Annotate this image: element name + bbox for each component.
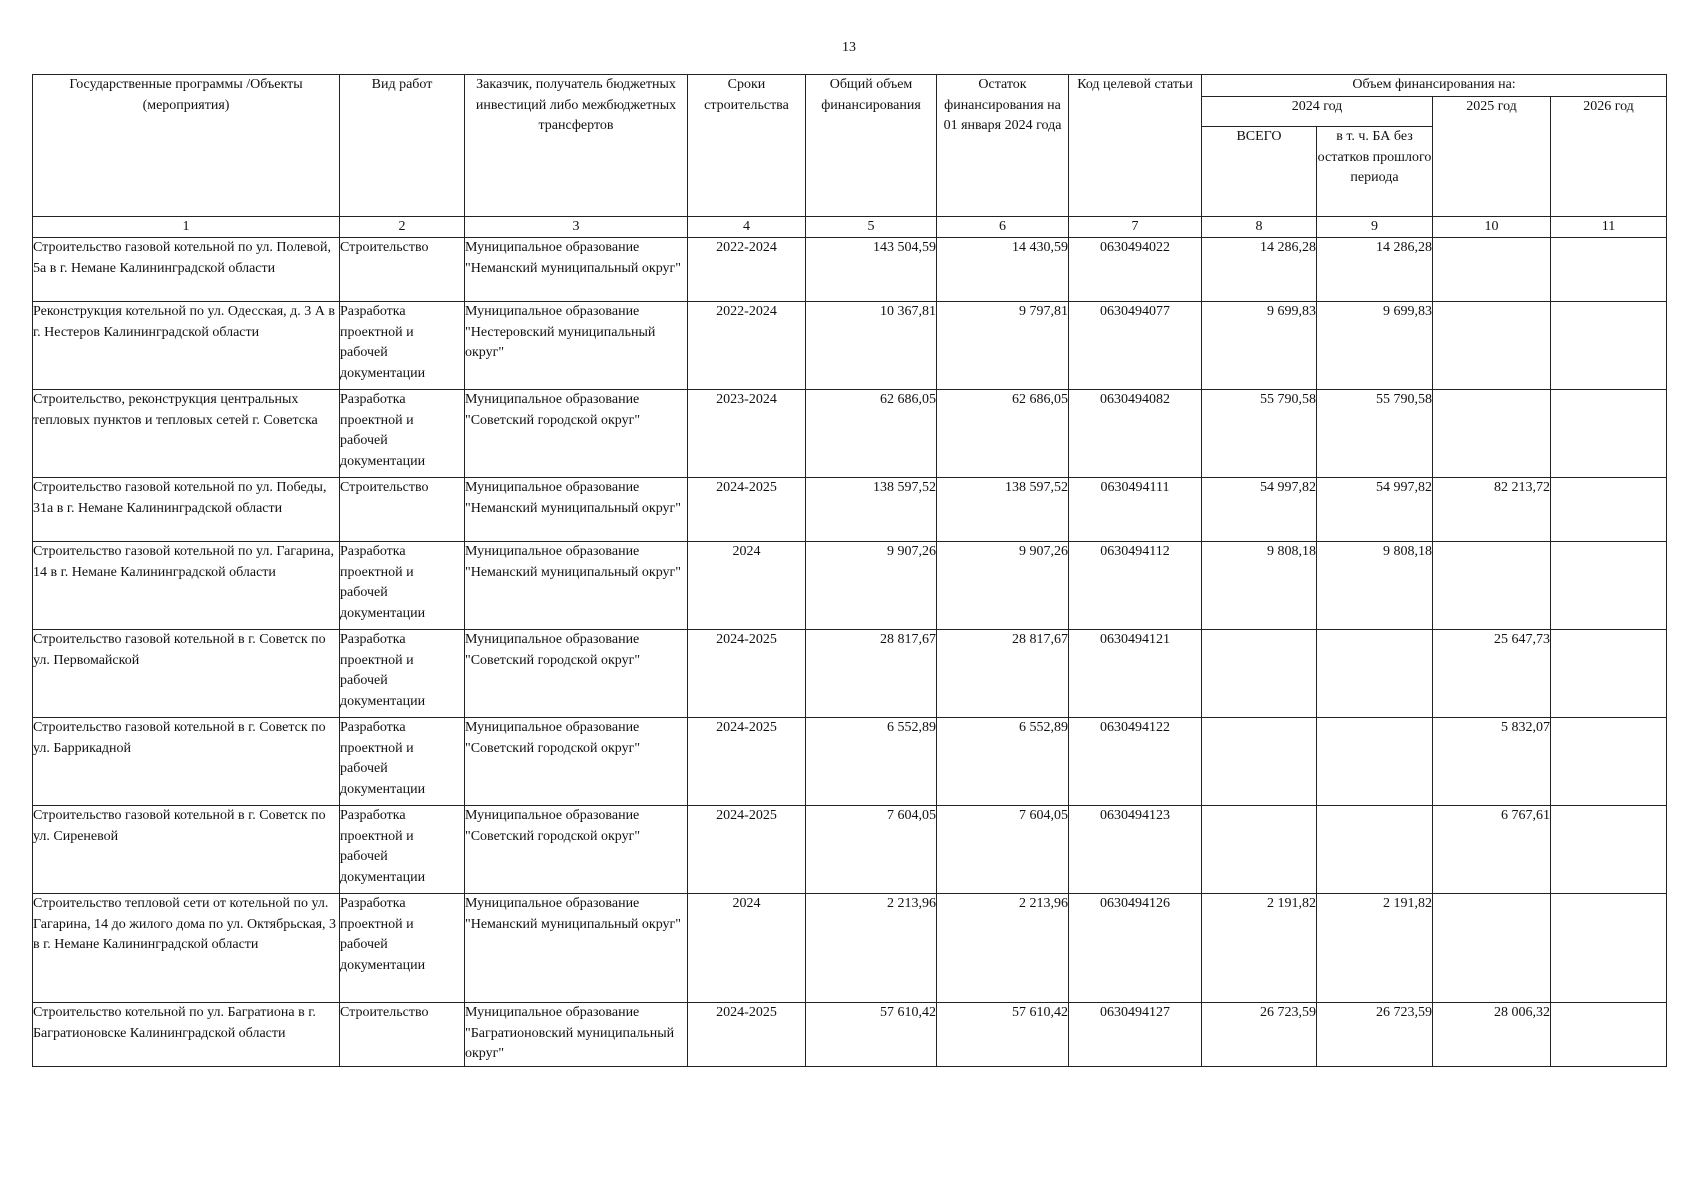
cell-total-funding: 138 597,52	[806, 478, 937, 542]
header-total-funding: Общий объем финансирования	[806, 75, 937, 217]
table-row	[33, 630, 1667, 718]
cell-work-type: Разработка проектной и рабочей документации	[340, 630, 465, 718]
cell-customer: Муниципальное образование "Неманский муниципальный округ"	[465, 542, 688, 630]
cell-period: 2024	[688, 542, 806, 630]
cell-code: 0630494077	[1069, 302, 1202, 390]
cell-2025: 5 832,07	[1433, 718, 1551, 806]
cell-object: Строительство котельной по ул. Багратиона в г. Багратионовске Калининградской области	[33, 1003, 340, 1067]
column-number: 8	[1202, 217, 1317, 238]
column-number: 10	[1433, 217, 1551, 238]
cell-code: 0630494122	[1069, 718, 1202, 806]
cell-work-type: Строительство	[340, 1003, 465, 1067]
cell-period: 2024-2025	[688, 478, 806, 542]
column-number: 3	[465, 217, 688, 238]
table-row	[33, 390, 1667, 478]
header-2024-ba: в т. ч. БА без остатков прошлого периода	[1317, 127, 1433, 217]
header-2024-total: ВСЕГО	[1202, 127, 1317, 217]
cell-object: Строительство, реконструкция центральных тепловых пунктов и тепловых сетей г. Советска	[33, 390, 340, 478]
cell-object: Реконструкция котельной по ул. Одесская, д. 3 А в г. Нестеров Калининградской области	[33, 302, 340, 390]
cell-remainder: 6 552,89	[937, 718, 1069, 806]
cell-2024-total	[1202, 718, 1317, 806]
cell-total-funding: 7 604,05	[806, 806, 937, 894]
cell-2026	[1551, 1003, 1667, 1067]
cell-2024-ba	[1317, 630, 1433, 718]
cell-customer: Муниципальное образование "Багратионовский муниципальный округ"	[465, 1003, 688, 1067]
cell-2024-ba: 54 997,82	[1317, 478, 1433, 542]
cell-customer: Муниципальное образование "Советский городской округ"	[465, 390, 688, 478]
cell-remainder: 28 817,67	[937, 630, 1069, 718]
cell-object: Строительство тепловой сети от котельной по ул. Гагарина, 14 до жилого дома по ул. Октябрьская, 3 в г. Немане Калининградской области	[33, 894, 340, 1003]
header-column-numbers	[33, 217, 1667, 238]
cell-2025	[1433, 542, 1551, 630]
header-remainder: Остаток финансирования на 01 января 2024 года	[937, 75, 1069, 217]
cell-2024-total: 54 997,82	[1202, 478, 1317, 542]
header-year-2025: 2025 год	[1433, 97, 1551, 217]
cell-object: Строительство газовой котельной в г. Советск по ул. Баррикадной	[33, 718, 340, 806]
cell-period: 2022-2024	[688, 302, 806, 390]
cell-2025: 6 767,61	[1433, 806, 1551, 894]
cell-total-funding: 28 817,67	[806, 630, 937, 718]
column-number: 6	[937, 217, 1069, 238]
cell-2024-ba: 9 699,83	[1317, 302, 1433, 390]
cell-2025	[1433, 238, 1551, 302]
header-work-type: Вид работ	[340, 75, 465, 217]
cell-2025: 82 213,72	[1433, 478, 1551, 542]
cell-object: Строительство газовой котельной в г. Советск по ул. Сиреневой	[33, 806, 340, 894]
cell-object: Строительство газовой котельной по ул. Гагарина, 14 в г. Немане Калининградской области	[33, 542, 340, 630]
cell-code: 0630494112	[1069, 542, 1202, 630]
cell-total-funding: 6 552,89	[806, 718, 937, 806]
table-row	[33, 478, 1667, 542]
cell-2024-ba: 2 191,82	[1317, 894, 1433, 1003]
cell-period: 2022-2024	[688, 238, 806, 302]
cell-customer: Муниципальное образование "Советский городской округ"	[465, 630, 688, 718]
cell-total-funding: 2 213,96	[806, 894, 937, 1003]
cell-2026	[1551, 238, 1667, 302]
table-row	[33, 806, 1667, 894]
table-row	[33, 542, 1667, 630]
cell-customer: Муниципальное образование "Советский городской округ"	[465, 806, 688, 894]
cell-remainder: 14 430,59	[937, 238, 1069, 302]
header-period: Сроки строительства	[688, 75, 806, 217]
cell-2024-total: 26 723,59	[1202, 1003, 1317, 1067]
page-number: 13	[842, 40, 856, 55]
cell-2024-ba	[1317, 718, 1433, 806]
cell-work-type: Разработка проектной и рабочей документации	[340, 302, 465, 390]
header-funding-group: Объем финансирования на:	[1202, 75, 1667, 97]
header-year-2026: 2026 год	[1551, 97, 1667, 217]
cell-2026	[1551, 302, 1667, 390]
cell-2025	[1433, 390, 1551, 478]
cell-total-funding: 57 610,42	[806, 1003, 937, 1067]
cell-code: 0630494127	[1069, 1003, 1202, 1067]
cell-2024-total	[1202, 806, 1317, 894]
table-row	[33, 894, 1667, 1003]
cell-object: Строительство газовой котельной по ул. Победы, 31а в г. Немане Калининградской области	[33, 478, 340, 542]
cell-2025: 25 647,73	[1433, 630, 1551, 718]
cell-period: 2024-2025	[688, 630, 806, 718]
cell-customer: Муниципальное образование "Нестеровский муниципальный округ"	[465, 302, 688, 390]
cell-2024-total: 55 790,58	[1202, 390, 1317, 478]
cell-2024-ba: 26 723,59	[1317, 1003, 1433, 1067]
cell-work-type: Разработка проектной и рабочей документации	[340, 718, 465, 806]
cell-code: 0630494123	[1069, 806, 1202, 894]
cell-2026	[1551, 806, 1667, 894]
cell-2026	[1551, 718, 1667, 806]
table-row	[33, 238, 1667, 302]
cell-2024-ba: 55 790,58	[1317, 390, 1433, 478]
header-objects: Государственные программы /Объекты (мероприятия)	[33, 75, 340, 217]
cell-work-type: Строительство	[340, 478, 465, 542]
cell-2026	[1551, 390, 1667, 478]
cell-2025	[1433, 302, 1551, 390]
column-number: 11	[1551, 217, 1667, 238]
cell-2025: 28 006,32	[1433, 1003, 1551, 1067]
column-number: 7	[1069, 217, 1202, 238]
table-row	[33, 718, 1667, 806]
cell-2026	[1551, 630, 1667, 718]
cell-remainder: 9 797,81	[937, 302, 1069, 390]
cell-total-funding: 10 367,81	[806, 302, 937, 390]
cell-work-type: Разработка проектной и рабочей документации	[340, 542, 465, 630]
cell-remainder: 7 604,05	[937, 806, 1069, 894]
column-number: 2	[340, 217, 465, 238]
cell-code: 0630494126	[1069, 894, 1202, 1003]
cell-2024-total	[1202, 630, 1317, 718]
header-customer: Заказчик, получатель бюджетных инвестиций либо межбюджетных трансфертов	[465, 75, 688, 217]
cell-code: 0630494022	[1069, 238, 1202, 302]
cell-total-funding: 143 504,59	[806, 238, 937, 302]
cell-work-type: Строительство	[340, 238, 465, 302]
cell-code: 0630494121	[1069, 630, 1202, 718]
header-code: Код целевой статьи	[1069, 75, 1202, 217]
cell-object: Строительство газовой котельной в г. Советск по ул. Первомайской	[33, 630, 340, 718]
cell-customer: Муниципальное образование "Неманский муниципальный округ"	[465, 238, 688, 302]
cell-2024-total: 9 699,83	[1202, 302, 1317, 390]
cell-code: 0630494082	[1069, 390, 1202, 478]
cell-period: 2023-2024	[688, 390, 806, 478]
cell-2024-total: 9 808,18	[1202, 542, 1317, 630]
cell-code: 0630494111	[1069, 478, 1202, 542]
cell-work-type: Разработка проектной и рабочей документации	[340, 390, 465, 478]
column-number: 9	[1317, 217, 1433, 238]
cell-customer: Муниципальное образование "Советский городской округ"	[465, 718, 688, 806]
cell-period: 2024-2025	[688, 1003, 806, 1067]
cell-2026	[1551, 894, 1667, 1003]
column-number: 4	[688, 217, 806, 238]
table-row	[33, 302, 1667, 390]
cell-work-type: Разработка проектной и рабочей документации	[340, 894, 465, 1003]
cell-remainder: 138 597,52	[937, 478, 1069, 542]
cell-period: 2024-2025	[688, 718, 806, 806]
cell-period: 2024	[688, 894, 806, 1003]
cell-2024-ba: 9 808,18	[1317, 542, 1433, 630]
header-year-2024: 2024 год	[1202, 97, 1433, 127]
cell-total-funding: 62 686,05	[806, 390, 937, 478]
cell-total-funding: 9 907,26	[806, 542, 937, 630]
cell-object: Строительство газовой котельной по ул. Полевой, 5а в г. Немане Калининградской области	[33, 238, 340, 302]
cell-work-type: Разработка проектной и рабочей документации	[340, 806, 465, 894]
cell-2024-ba: 14 286,28	[1317, 238, 1433, 302]
table-header	[33, 75, 1667, 238]
cell-remainder: 62 686,05	[937, 390, 1069, 478]
cell-remainder: 57 610,42	[937, 1003, 1069, 1067]
cell-remainder: 2 213,96	[937, 894, 1069, 1003]
table-row	[33, 1003, 1667, 1067]
cell-remainder: 9 907,26	[937, 542, 1069, 630]
cell-2026	[1551, 478, 1667, 542]
cell-2024-total: 14 286,28	[1202, 238, 1317, 302]
cell-2024-total: 2 191,82	[1202, 894, 1317, 1003]
funding-table	[32, 74, 1667, 1067]
cell-customer: Муниципальное образование "Неманский муниципальный округ"	[465, 894, 688, 1003]
cell-customer: Муниципальное образование "Неманский муниципальный округ"	[465, 478, 688, 542]
cell-period: 2024-2025	[688, 806, 806, 894]
cell-2024-ba	[1317, 806, 1433, 894]
column-number: 5	[806, 217, 937, 238]
table-body	[33, 238, 1667, 1067]
cell-2025	[1433, 894, 1551, 1003]
cell-2026	[1551, 542, 1667, 630]
column-number: 1	[33, 217, 340, 238]
